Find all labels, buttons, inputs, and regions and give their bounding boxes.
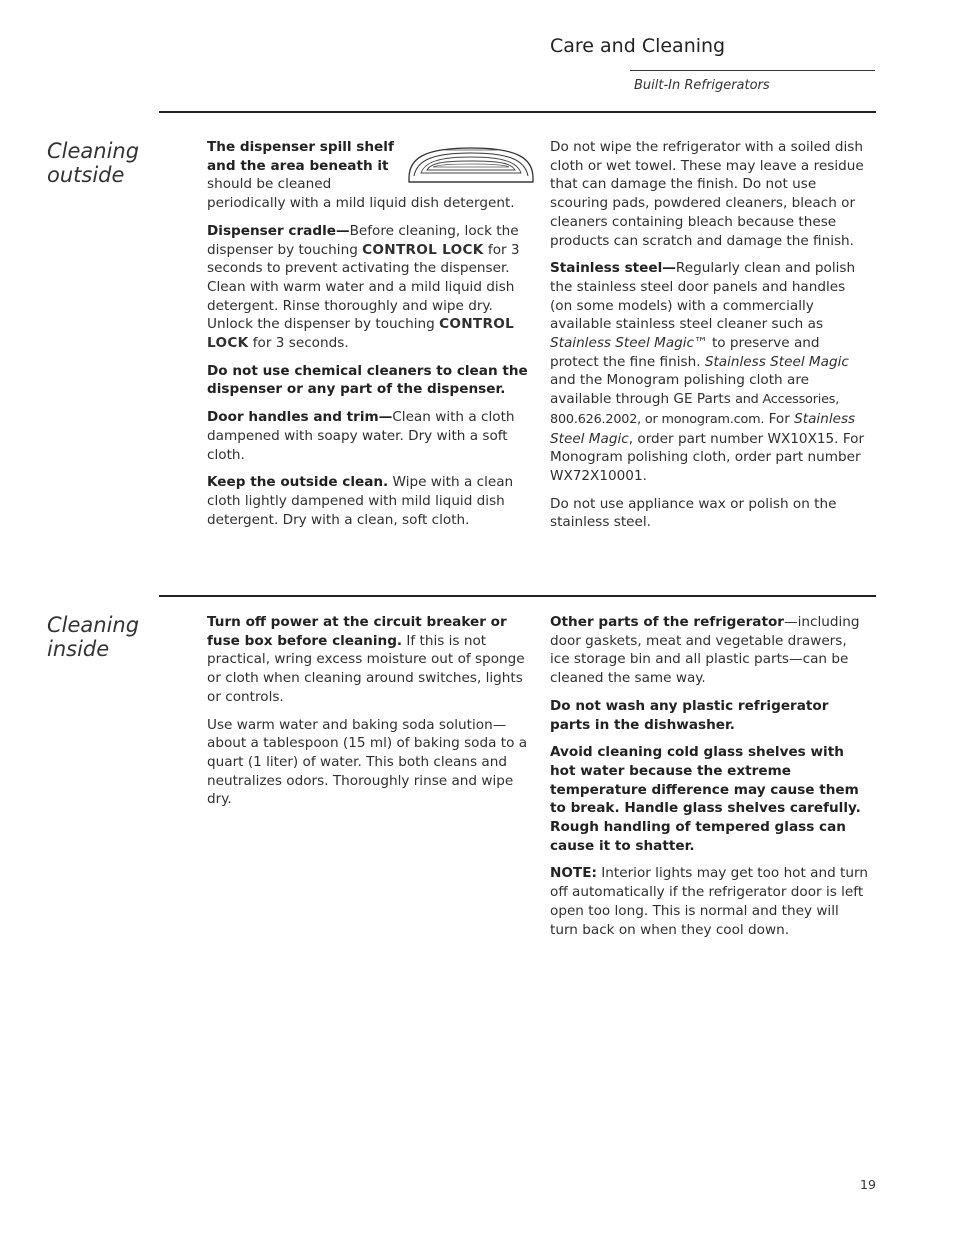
power-off-heading: Turn off power at the circuit breaker or fuse box before cleaning. [207,614,507,649]
product-name: Stainless Steel Magic [704,353,849,370]
keep-clean-heading: Keep the outside clean. [207,474,389,491]
other-parts-heading: Other parts of the refrigerator [550,614,785,630]
stainless-steel-heading: Stainless steel— [550,260,676,277]
control-lock-label: CONTROL LOCK [207,316,515,352]
inside-left-column [207,613,537,818]
door-handles-heading: Door handles and trim— [207,409,393,426]
dishwasher-warning [550,697,870,734]
stainless-steel-text: For [764,410,795,427]
stainless-steel-text: ™ to preserve and protect the fine finish. [550,335,820,370]
dispenser-cradle-text: for 3 seconds to prevent activating the dispenser. Clean with warm water and a mild liquid dish detergent. Rinse thoroughly and wipe dry. Unlock the dispenser by touching [207,241,520,333]
section-title-inside [47,613,157,661]
baking-soda-paragraph: Use warm water and baking soda solution—about a tablespoon (15 ml) of baking soda to a quart (1 liter) of water. This both cleans and neutralizes odors. Thoroughly rinse and wipe dry. [207,716,528,808]
stainless-steel-text: and the Monogram polishing cloth are available through GE Parts [550,372,809,408]
section-title-line: outside [47,163,125,187]
inside-right-column [550,613,870,948]
other-parts-paragraph [550,613,870,688]
chemical-cleaner-warning [207,362,537,399]
dispenser-cradle-paragraph [207,222,537,353]
glass-shelves-warning [550,743,870,855]
dispenser-cradle-heading: Dispenser cradle— [207,222,350,239]
outside-right-column [550,138,870,541]
power-off-paragraph [207,613,537,707]
header-divider [630,70,875,71]
control-lock-label: CONTROL LOCK [362,241,484,258]
interior-lights-note [550,864,870,939]
soiled-cloth-paragraph: Do not wipe the refrigerator with a soiled dish cloth or wet towel. These may leave a residue that can damage the finish. Do not use scouring pads, powdered cleaners, bleach or cleaners containing bleach because these products can scratch and damage the finish. [550,139,864,249]
other-parts-text: —including door gaskets, meat and vegetable drawers, ice storage bin and all plastic parts—can be cleaned the same way. [550,614,860,687]
dispenser-cradle-text: for 3 seconds. [248,335,349,352]
product-name: Stainless Steel Magic [550,335,695,352]
chemical-cleaner-warning-text: Do not use chemical cleaners to clean the dispenser or any part of the dispenser. [207,362,528,398]
dispenser-cradle-text: Before cleaning, lock the dispenser by touching [207,222,519,258]
section-divider-outside [159,111,876,113]
wax-warning-paragraph: Do not use appliance wax or polish on the stainless steel. [550,495,837,531]
spill-shelf-paragraph [207,138,537,213]
note-label: NOTE: [550,865,597,882]
spill-shelf-text: should be cleaned periodically with a mild liquid dish detergent. [207,176,515,212]
power-off-text: If this is not practical, wring excess moisture out of sponge or cloth when cleaning around switches, lights or controls. [207,632,525,705]
stainless-steel-text: Regularly clean and polish the stainless steel door panels and handles (on some models) with a commercially available stainless steel cleaner such as [550,260,856,333]
section-title-line: Cleaning [47,613,140,637]
spill-shelf-heading: The dispenser spill shelf and the area beneath it [207,139,394,174]
section-title-line: inside [47,637,110,661]
section-title-outside [47,139,157,187]
keep-clean-paragraph [207,473,537,529]
contact-info: and Accessories, 800.626.2002, or monogram.com. [550,392,840,427]
spill-shelf-icon [405,140,537,186]
product-name: Stainless Steel Magic [550,410,856,447]
section-title-line: Cleaning [47,139,140,163]
keep-clean-text: Wipe with a clean cloth lightly dampened with mild liquid dish detergent. Dry with a clean, soft cloth. [207,474,514,528]
stainless-steel-text: , order part number WX10X15. For Monogram polishing cloth, order part number WX72X10001. [550,430,865,484]
door-handles-text: Clean with a cloth dampened with soapy water. Dry with a soft cloth. [207,409,515,463]
stainless-steel-paragraph [550,259,870,485]
outside-left-column [207,138,537,538]
page-title: Care and Cleaning [550,35,726,57]
glass-shelves-warning-text: Avoid cleaning cold glass shelves with hot water because the extreme temperature difference may cause them to break. Handle glass shelves carefully. Rough handling of tempered glass can cause it to shatter. [550,744,861,854]
section-divider-inside [159,595,876,597]
door-handles-paragraph [207,408,537,464]
dishwasher-warning-text: Do not wash any plastic refrigerator parts in the dishwasher. [550,697,829,733]
page-subtitle: Built-In Refrigerators [634,78,770,93]
note-text: Interior lights may get too hot and turn off automatically if the refrigerator door is left open too long. This is normal and they will turn back on when they cool down. [550,865,868,938]
page-number: 19 [860,1177,876,1192]
